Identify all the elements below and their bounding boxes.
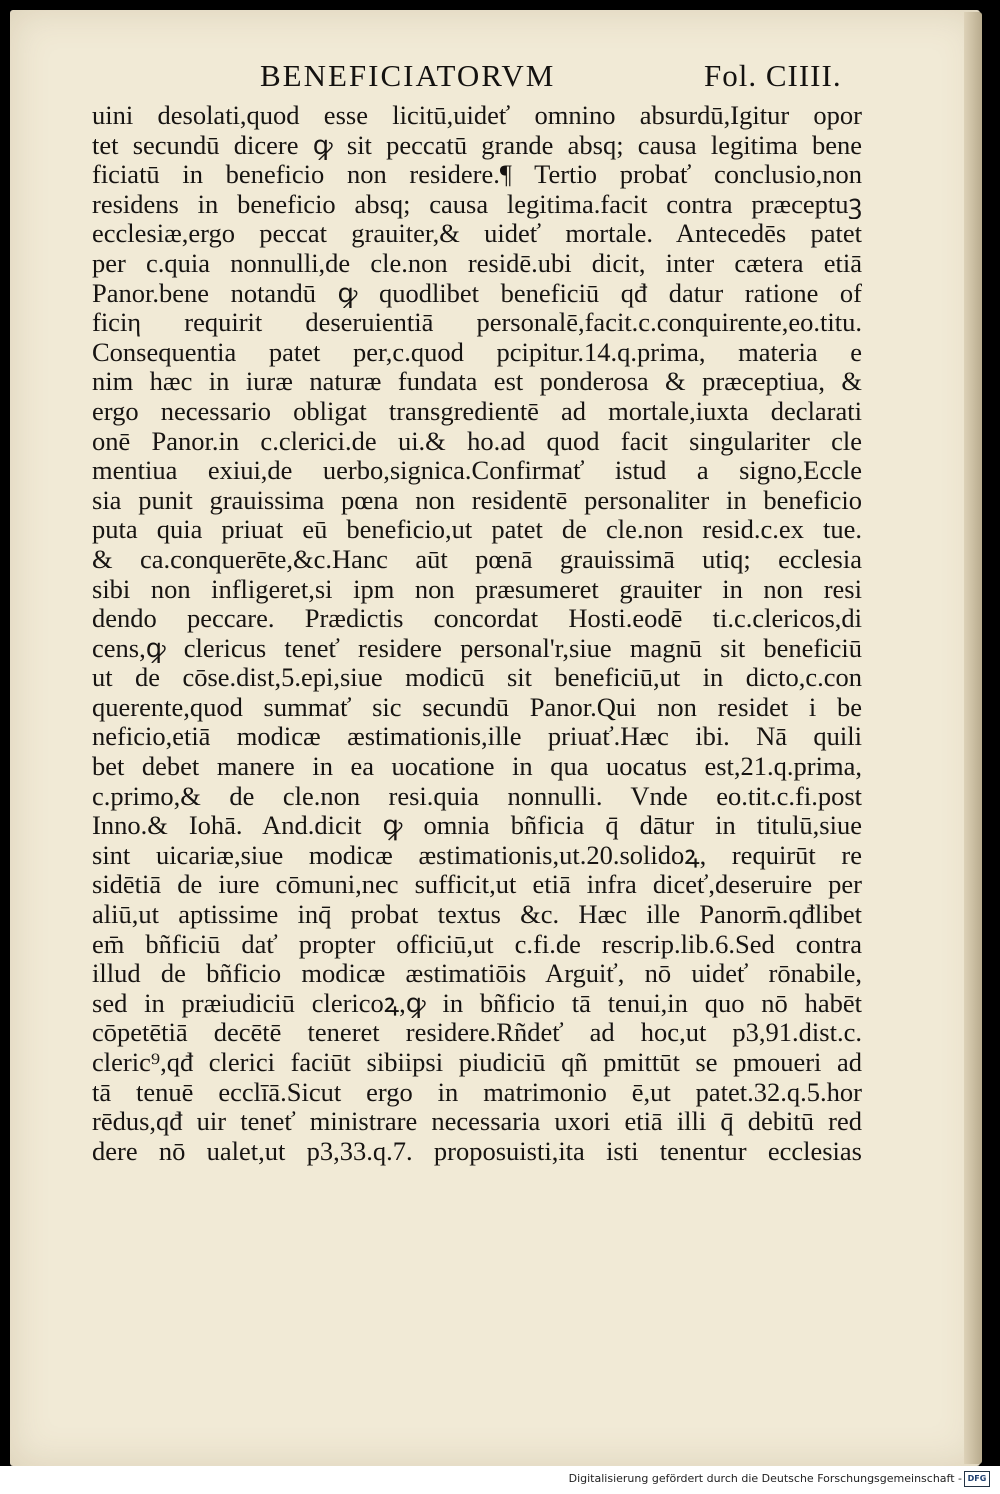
text-line: querente,quod summať sic secundū Panor.Qui non residet i be xyxy=(92,692,862,722)
text-line: ut de cōse.dist,5.epi,siue modicū sit beneficiū,ut in dicto,c.con xyxy=(92,663,862,693)
text-line: sidētiā de iure cōmuni,nec sufficit,ut etiā infra diceť,deseruire per xyxy=(92,870,862,900)
text-line: sed in præiudiciū clericoꝝ,ꝙ in bñficio tā tenui,in quo nō habēt xyxy=(92,988,862,1018)
text-line: uini desolati,quod esse licitū,uideť omnino absurdū,Igitur opor xyxy=(92,101,862,130)
text-line: Panor.bene notandū ꝙ quodlibet beneficiū qđ datur ratione of xyxy=(92,278,862,308)
dfg-logo-text: DFG xyxy=(967,1474,987,1483)
text-line: Consequentia patet per,c.quod pcipitur.14.q.prima, materia e xyxy=(92,337,862,367)
text-line: mentiua exiui,de uerbo,signica.Confirmať istud a signo,Eccle xyxy=(92,456,862,486)
text-line: ficiatū in beneficio non residere.¶ Tertio probať conclusio,non xyxy=(92,160,862,190)
digitization-footer xyxy=(0,1466,1000,1494)
text-line: residens in beneficio absq; causa legitima.facit contra præceptuꝫ xyxy=(92,189,862,219)
text-line: dendo peccare. Prædictis concordat Hosti.eodē ti.c.clericos,di xyxy=(92,604,862,634)
text-line: & ca.conquerēte,&c.Hanc aūt pœnā grauissimā utiq; ecclesia xyxy=(92,544,862,574)
page-header xyxy=(260,58,860,98)
text-line: nim hæc in iuræ naturæ fundata est ponderosa & præceptiua, & xyxy=(92,367,862,397)
page-edge xyxy=(964,12,982,1464)
funding-credit: Digitalisierung gefördert durch die Deutsche Forschungsgemeinschaft - xyxy=(568,1472,962,1485)
dfg-logo xyxy=(964,1471,990,1487)
text-line: illud de bñficio modicæ æstimatiōis Arguiť, nō uideť rōnabile, xyxy=(92,959,862,989)
text-line: Inno.& Iohā. And.dicit ꝙ omnia bñficia q̄ dātur in titulū,siue xyxy=(92,811,862,841)
text-line: sint uicariæ,siue modicæ æstimationis,ut.20.solidoꝝ, requirūt re xyxy=(92,840,862,870)
text-line: ficiη requirit deseruientiā personalē,facit.c.conquirente,eo.titu. xyxy=(92,308,862,338)
text-line: cleric⁹,qđ clerici faciūt sibiipsi piudiciū qñ pmittūt se pmoueri ad xyxy=(92,1048,862,1077)
text-line: sia punit grauissima pœna non residentē personaliter in beneficio xyxy=(92,485,862,515)
text-line: puta quia priuat eū beneficio,ut patet de cle.non resid.c.ex tue. xyxy=(92,515,862,545)
text-line: ergo necessario obligat transgredientē ad mortale,iuxta declarati xyxy=(92,396,862,426)
text-line: ecclesiæ,ergo peccat grauiter,& uideť mortale. Antecedēs patet xyxy=(92,219,862,249)
text-line: bet debet manere in ea uocatione in qua uocatus est,21.q.prima, xyxy=(92,752,862,782)
text-line: sibi non infligeret,si ipm non præsumeret grauiter in non resi xyxy=(92,574,862,604)
text-line: neficio,etiā modicæ æstimationis,ille priuať.Hæc ibi. Nā quili xyxy=(92,722,862,752)
body-text xyxy=(92,101,862,1166)
text-line: cens,ꝙ clericus teneť residere personal'r,siue magnū sit beneficiū xyxy=(92,633,862,663)
text-line: dere nō ualet,ut p3,33.q.7. proposuisti,ita isti tenentur ecclesias xyxy=(92,1136,862,1166)
text-line: aliū,ut aptissime inq̄ probat textus &c. Hæc ille Panorm̄.qđlibet xyxy=(92,900,862,930)
text-line: em̄ bñficiū dať propter officiū,ut c.fi.de rescrip.lib.6.Sed contra xyxy=(92,929,862,959)
text-line: c.primo,& de cle.non resi.quia nonnulli. Vnde eo.tit.c.fi.post xyxy=(92,781,862,811)
folio-number: Fol. CIIII. xyxy=(704,58,842,93)
running-title: BENEFICIATORVM xyxy=(260,58,556,93)
text-line: rēdus,qđ uir teneť ministrare necessaria uxori etiā illi q̄ debitū red xyxy=(92,1107,862,1137)
text-line: onē Panor.in c.clerici.de ui.& ho.ad quod facit singulariter cle xyxy=(92,426,862,456)
text-line: tet secundū dicere ꝙ sit peccatū grande absq; causa legitima bene xyxy=(92,130,862,160)
text-line: tā tenuē ecclīā.Sicut ergo in matrimonio ē,ut patet.32.q.5.hor xyxy=(92,1077,862,1107)
text-line: cōpetētiā decētē teneret residere.Rñdeť ad hoc,ut p3,91.dist.c. xyxy=(92,1018,862,1048)
text-line: per c.quia nonnulli,de cle.non residē.ubi dicit, inter cætera etiā xyxy=(92,248,862,278)
